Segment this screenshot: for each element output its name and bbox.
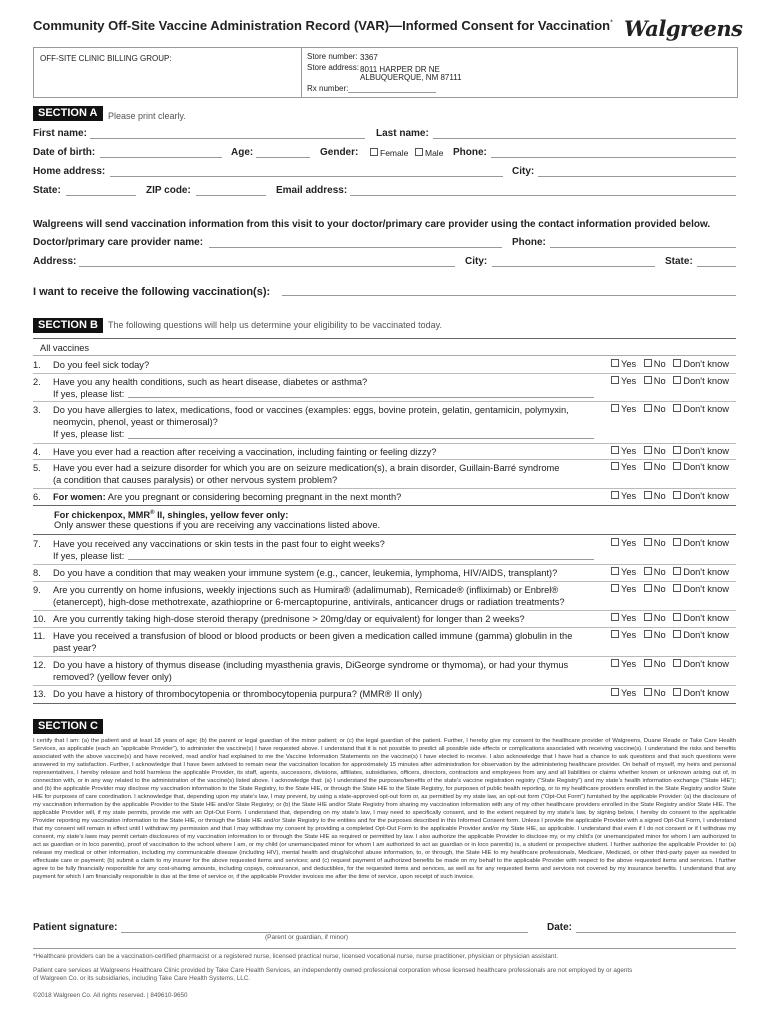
date-field[interactable] [576,932,736,933]
date-label: Date: [547,922,573,933]
copyright: ©2018 Walgreen Co. All rights reserved. | 849610-9650 [33,992,188,999]
question-4: 4. Have you ever had a reaction after receiving a vaccination, including fainting or feeling dizzy? [33,447,437,457]
doctor-phone-field[interactable] [550,247,736,248]
q9-dontknow-checkbox[interactable] [673,584,681,592]
female-checkbox[interactable] [370,148,378,156]
question-9: 9. Are you currently on home infusions, weekly injections such as Humira® (adalimumab), Remicade® (infliximab) or Enbrel® (etanercept), high-dose methotrexate, azathioprine or 6-mercaptopurine, antivirals, anticancer drugs or radiation treatments? [33,585,565,607]
row-rule [33,703,736,704]
first-name-field[interactable] [90,138,365,139]
q7-list-field[interactable] [128,559,594,560]
q9-options[interactable]: Yes No Don't know [611,584,729,594]
doctor-name-label: Doctor/primary care provider name: [33,237,204,248]
row-rule [33,373,736,374]
section-b-heading: SECTION B [33,318,103,333]
row-rule [33,627,736,628]
q8-no-checkbox[interactable] [644,567,652,575]
footer-note-2b: of Walgreen Co. or its subsidiaries, including Take Care Health Systems, LLC. [33,975,250,982]
q2-dontknow-checkbox[interactable] [673,376,681,384]
question-1: 1. Do you feel sick today? [33,360,150,370]
store-number-value: 3367 [360,53,378,62]
row-rule [33,443,736,444]
zip-label: ZIP code: [146,185,191,196]
question-5: 5. Have you ever had a seizure disorder for which you are on seizure medication(s), a brain disorder, Guillain-Barré syndrome (a condition that causes paralysis) or other nervous system problem? [33,463,560,485]
question-11: 11. Have you received a transfusion of blood or blood products or been given a medication called immune (gamma) globulin in the past year? [33,631,573,653]
q8-yes-checkbox[interactable] [611,567,619,575]
footer-rule [33,948,736,949]
doctor-city-field[interactable] [492,266,655,267]
doctor-phone-label: Phone: [512,237,546,248]
doctor-address-field[interactable] [79,266,455,267]
q11-options[interactable]: Yes No Don't know [611,630,729,640]
state-field[interactable] [66,195,136,196]
q3-list-field[interactable] [128,438,594,439]
question-2: 2. Have you any health conditions, such as heart disease, diabetes or asthma? If yes, please list: [33,377,368,399]
live-vaccines-instruction: Only answer these questions if you are receiving any vaccinations listed above. [54,520,381,530]
signature-subtext: (Parent or guardian, if minor) [265,934,349,941]
first-name-label: First name: [33,128,87,139]
q6-options[interactable]: Yes No Don't know [611,491,729,501]
q3-yes-checkbox[interactable] [611,404,619,412]
q5-options[interactable]: Yes No Don't know [611,462,729,472]
row-rule [33,685,736,686]
store-address-line-2: ALBUQUERQUE, NM 87111 [360,73,462,82]
q11-dontknow-checkbox[interactable] [673,630,681,638]
billing-divider [301,48,302,97]
question-13: 13. Do you have a history of thrombocytopenia or thrombocytopenia purpura? (MMR® II only) [33,689,423,699]
q1-yes-checkbox[interactable] [611,359,619,367]
doctor-state-label: State: [665,256,693,267]
q13-dontknow-checkbox[interactable] [673,688,681,696]
city-label: City: [512,166,535,177]
question-10: 10. Are you currently taking high-dose steroid therapy (prednisone > 20mg/day or equivalent) for longer than 2 weeks? [33,614,525,624]
q4-no-checkbox[interactable] [644,446,652,454]
doctor-city-label: City: [465,256,488,267]
row-rule [33,459,736,460]
phone-label: Phone: [453,147,487,158]
section-a-heading: SECTION A [33,106,103,121]
q3-options[interactable]: Yes No Don't know [611,404,729,414]
age-field[interactable] [256,157,310,158]
male-checkbox[interactable] [415,148,423,156]
gender-male-option[interactable]: Male [415,148,443,158]
row-rule [33,401,736,402]
consent-legal-text: I certify that I am: (a) the patient and at least 18 years of age; (b) the parent or legal guardian of the minor patient; or (c) the legal guardian of the patient. Further, I hereby give my consent to the healthcare provider of Walgreens, Duane Reade or Take Care Health Services, as applicable (each an “applicable Provider”), to administer the vaccine(s) I have requested above. I understand that it is not possible to predict all possible side effects or complications associated with receiving vaccine(s). I understand the risks and benefits associated with the above vaccine(s) and have received, read and/or had explained to me the Vaccine Information Statements on the vaccine(s) I have elected to receive. I also acknowledge that I have had a chance to ask questions and that such questions were answered to my satisfaction. Further, I acknowledge that I have been advised to remain near the vaccination location for approximately 15 minutes after administration for observation by the administering healthcare provider. On behalf of myself, my heirs and personal representatives, I hereby release and hold harmless the applicable Provider, its staff, agents, successors, divisions, affiliates, subsidiaries, officers, directors, contractors and employees from any and all liabilities or claims whether known or unknown arising out of, in connection with, or in any way related to the administration of the vaccine(s) listed above. I acknowledge that: (a) I understand the purposes/benefits of the state’s vaccine registration registry (“State Registry”) and my state’s health information exchange (“State HIE”); and (b) the applicable Provider may disclose my vaccination information to the State Registry, to the State HIE, or through the State HIE to the State Registry, for purposes of public health reporting, or to my healthcare providers enrolled in the State Registry and/or State HIE for purposes of care coordination. I acknowledge that, depending upon my state’s law, I may prevent, by using a state-approved opt-out form or, as permitted by my state law, an opt-out form (“Opt-Out Form”) furnished by the applicable Provider: (a) the disclosure of my vaccination information by the applicable Provider to the State HIE and/or State Registry; or (b) the State HIE and/or State Registry from sharing my vaccination information with any of my other healthcare providers enrolled in the State Registry and/or State HIE. The applicable Provider will, if my state permits, provide me with an Opt-Out Form. I understand that, depending on my state’s law, I may need to specifically consent, and to the extent required by my state’s law, by signing below, I hereby do consent to the applicable Provider reporting my vaccination information to the State HIE, or through the State HIE and/or State Registry to the entities and for the purposes described in this Informed Consent form. Unless I provide the applicable Provider with a signed Opt-Out Form, I understand that my consent will remain in effect until I withdraw my permission and that I may withdraw my consent by providing a completed Opt-Out Form to the applicable Provider and/or my State HIE, as applicable. I understand that even if I do not consent or if I withdraw my consent, my state’s laws may permit certain disclosures of my vaccination information to or through the State HIE as required or permitted by law. I also authorize the applicable Provider to disclose my, or my child’s (or unemancipated minor for whom I am authorized to act as guardian or in loco parentis), proof of vaccination to the school where I am, or my child (or unemancipated minor for whom I am authorized to act as guardian or in loco parentis) is, a student or prospective student. I further authorize the applicable Provider to: (a) release my medical or other information, including my communicable disease (including HIV), mental health and drug/alcohol abuse information, to, or through, the State HIE to my healthcare professionals, Medicare, Medicaid, or other third-party payer as needed to effectuate care or payment; (b) submit a claim to my insurer for the above requested items and services; and (c) request payment of authorized benefits be made on my behalf to the applicable Provider with respect to the above requested items and services. I further agree to be fully financially responsible for any cost-sharing amounts, including copays, coinsurance, and deductibles, for the requested items and services, as well as for any requested items and services not covered by my insurance benefits. I understand that any payment for which I am financially responsible is due at the time of service or, if the applicable Provider invoices me after the time of service, upon receipt of such invoice. [33,738,736,880]
dob-field[interactable] [100,157,222,158]
store-address-label: Store address: [307,63,360,72]
walgreens-logo: Walgreens [624,16,743,41]
email-label: Email address: [276,185,348,196]
all-vaccines-rule [33,355,736,356]
q7-no-checkbox[interactable] [644,538,652,546]
gender-female-option[interactable]: Female [370,148,408,158]
patient-signature-label: Patient signature: [33,922,118,933]
q1-dontknow-checkbox[interactable] [673,359,681,367]
state-label: State: [33,185,61,196]
section-c-heading: SECTION C [33,719,103,734]
all-vaccines-heading: All vaccines [40,343,90,353]
q4-dontknow-checkbox[interactable] [673,446,681,454]
home-address-field[interactable] [110,176,503,177]
home-address-label: Home address: [33,166,106,177]
q7-options[interactable]: Yes No Don't know [611,538,729,548]
age-label: Age: [231,147,254,158]
q13-no-checkbox[interactable] [644,688,652,696]
section-a-hint: Please print clearly. [108,111,186,121]
footer-note-1: *Healthcare providers can be a vaccination-certified pharmacist or a registered nurse, licensed practical nurse, licensed vocational nurse, nurse practitioner, physician or physician assistant. [33,953,559,960]
q2-options[interactable]: Yes No Don't know [611,376,729,386]
gender-label: Gender: [320,147,359,158]
row-rule [33,610,736,611]
q9-no-checkbox[interactable] [644,584,652,592]
question-8: 8. Do you have a condition that may weaken your immune system (e.g., cancer, leukemia, lymphoma, HIV/AIDS, transplant)? [33,568,558,578]
q8-dontknow-checkbox[interactable] [673,567,681,575]
q5-dontknow-checkbox[interactable] [673,462,681,470]
live-vaccines-heading: For chickenpox, MMR® II, shingles, yellow fever only: [54,510,289,521]
q13-yes-checkbox[interactable] [611,688,619,696]
q7-yes-checkbox[interactable] [611,538,619,546]
question-12: 12. Do you have a history of thymus disease (including myasthenia gravis, DiGeorge syndrome or thymoma), or had your thymus removed? (yellow fever only) [33,660,569,682]
question-3: 3. Do you have allergies to latex, medications, food or vaccines (examples: eggs, bovine protein, gelatin, gentamicin, polymyxin, neomycin, phenol, yeast or thimerosal)? If yes, please list: [33,405,569,439]
q3-dontknow-checkbox[interactable] [673,404,681,412]
footer-note-2a: Patient care services at Walgreens Healthcare Clinic provided by Take Care Health Services, an independently owned professional corporation whose licensed healthcare professionals are not employed by or agents [33,967,633,974]
q9-yes-checkbox[interactable] [611,584,619,592]
q11-no-checkbox[interactable] [644,630,652,638]
q4-options[interactable]: Yes No Don't know [611,446,729,456]
form-title: Community Off-Site Vaccine Administration Record (VAR)—Informed Consent for Vaccination* [33,18,613,33]
last-name-label: Last name: [376,128,429,139]
store-number-label: Store number: [307,52,358,61]
q7-dontknow-checkbox[interactable] [673,538,681,546]
section-b-rule [33,338,736,339]
q13-options[interactable]: Yes No Don't know [611,688,729,698]
city-field[interactable] [538,176,736,177]
q6-no-checkbox[interactable] [644,491,652,499]
q10-no-checkbox[interactable] [644,613,652,621]
vaccination-request-field[interactable] [282,295,736,296]
q4-yes-checkbox[interactable] [611,446,619,454]
row-rule [33,581,736,582]
email-field[interactable] [350,195,736,196]
q11-yes-checkbox[interactable] [611,630,619,638]
row-rule [33,488,736,489]
q5-yes-checkbox[interactable] [611,462,619,470]
q8-options[interactable]: Yes No Don't know [611,567,729,577]
q1-options[interactable]: Yes No Don't know [611,359,729,369]
phone-field[interactable] [491,157,736,158]
row-rule [33,656,736,657]
doctor-state-field[interactable] [697,266,736,267]
q2-list-field[interactable] [128,397,594,398]
q3-no-checkbox[interactable] [644,404,652,412]
q12-yes-checkbox[interactable] [611,659,619,667]
zip-field[interactable] [196,195,266,196]
rx-number-field[interactable] [348,92,436,93]
doctor-name-field[interactable] [209,247,502,248]
vaccination-request-label: I want to receive the following vaccination(s): [33,286,271,298]
dob-label: Date of birth: [33,147,96,158]
q5-no-checkbox[interactable] [644,462,652,470]
store-address-line-1: 8011 HARPER DR NE [360,65,440,74]
billing-group-label: OFF-SITE CLINIC BILLING GROUP: [40,54,172,63]
provider-notice: Walgreens will send vaccination information from this visit to your doctor/primary care provider using the contact information provided below. [33,219,711,230]
q10-options[interactable]: Yes No Don't know [611,613,729,623]
question-7: 7. Have you received any vaccinations or skin tests in the past four to eight weeks? If yes, please list: [33,539,385,561]
row-rule [33,564,736,565]
q6-dontknow-checkbox[interactable] [673,491,681,499]
row-rule [33,534,736,535]
patient-signature-field[interactable] [121,932,528,933]
question-6: 6. For women: Are you pregnant or considering becoming pregnant in the next month? [33,492,402,502]
section-b-hint: The following questions will help us determine your eligibility to be vaccinated today. [108,320,443,330]
q6-yes-checkbox[interactable] [611,491,619,499]
q10-dontknow-checkbox[interactable] [673,613,681,621]
q12-options[interactable]: Yes No Don't know [611,659,729,669]
q2-yes-checkbox[interactable] [611,376,619,384]
rx-number-label: Rx number: [307,84,349,93]
title-footnote-mark: * [610,19,613,27]
doctor-address-label: Address: [33,256,77,267]
last-name-field[interactable] [433,138,736,139]
q10-yes-checkbox[interactable] [611,613,619,621]
q12-no-checkbox[interactable] [644,659,652,667]
q1-no-checkbox[interactable] [644,359,652,367]
row-rule [33,505,736,506]
q2-no-checkbox[interactable] [644,376,652,384]
q12-dontknow-checkbox[interactable] [673,659,681,667]
